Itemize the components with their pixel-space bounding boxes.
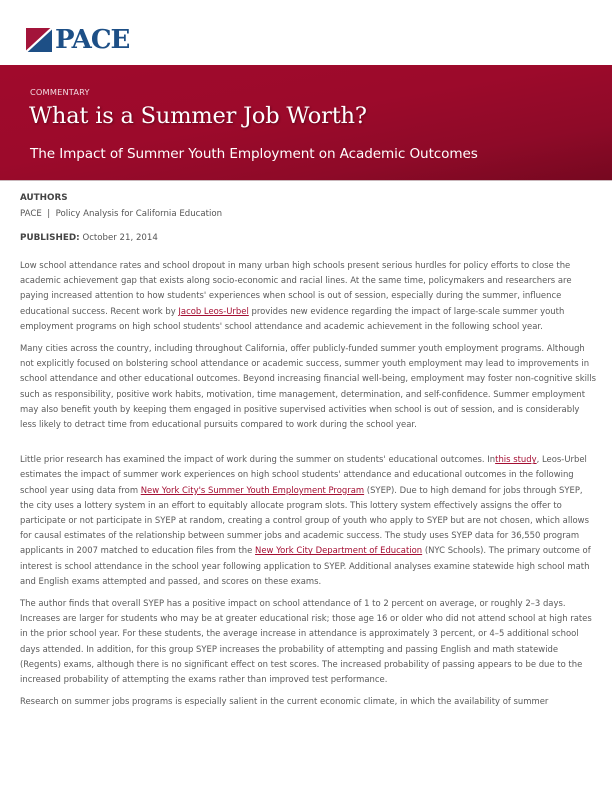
syep-link[interactable]: New York City's Summer Youth Employment Program xyxy=(140,484,365,495)
header-banner xyxy=(0,65,612,181)
page-subtitle: The Impact of Summer Youth Employment on Academic Outcomes xyxy=(30,146,478,162)
page-title: What is a Summer Job Worth? xyxy=(29,103,367,129)
authors-label: AUTHORS xyxy=(20,193,68,203)
author-org: PACE xyxy=(20,209,42,219)
paragraph-4: The author finds that overall SYEP has a positive impact on school attendance of 1 to 2 percent on average, or roughly 2–3 days. Increases are larger for students who may be at greater educational risk; those age 16 or older who did not attend school at high rates in the prior school year. For these students, the average increase in attendance is approximately 3 percent, or 4–5 additional school days attended. In addition, for this group SYEP increases the probability of attempting and passing English and math statewide (Regents) exams, although there is no significant effect on test scores. The increased probability of passing appears to be due to the increased probability of attempting the exams rather than improved test performance. xyxy=(20,598,592,685)
pace-logo-mark-icon xyxy=(26,28,52,52)
paragraph-text: Little prior research has examined the impact of work during the summer on students' educational outcomes. In xyxy=(20,454,496,465)
paragraph-text: , Leos-Urbel estimates the impact of summer work experiences on high school students' attendance and educational outcomes in the following school year using data from xyxy=(20,454,587,495)
author-link[interactable]: Jacob Leos-Urbel xyxy=(178,305,249,316)
published-label: PUBLISHED: xyxy=(20,233,80,243)
paragraph-text: (NYC Schools). The primary outcome of interest is school attendance in the school year following application to SYEP. Additional analyses examine statewide high school math and English exams attempted and passed, and scores on these exams. xyxy=(20,545,591,586)
paragraph-text: provides new evidence regarding the impact of large-scale summer youth employment programs on high school students' school attendance and academic achievement in the following school year. xyxy=(20,305,565,331)
study-link[interactable]: this study xyxy=(495,454,537,465)
author-separator: | xyxy=(47,209,51,219)
published-date: October 21, 2014 xyxy=(82,233,158,243)
paragraph-text: (SYEP). Due to high demand for jobs through SYEP, the city uses a lottery system in an effort to equitably allocate program slots. This lottery system effectively assigns the offer to participate or not participate in SYEP at random, creating a control group of youth who apply to SYEP but are not chosen, which allows for causal estimates of the relationship between summer jobs and academic success. The study uses SYEP data for 36,550 program applicants in 2007 matched to education files from the xyxy=(20,484,589,556)
paragraph-text: Low school attendance rates and school dropout in many urban high schools present serious hurdles for policy efforts to close the academic achievement gap that exists along socio-economic and racial lines. At the same time, policymakers and researchers are paying increased attention to how students' experiences when school is out of session, especially during the summer, influence educational success. Recent work by xyxy=(20,260,572,316)
paragraph-1 xyxy=(20,258,598,334)
category-label: COMMENTARY xyxy=(30,87,90,97)
paragraph-2: Many cities across the country, including throughout California, offer publicly-funded summer youth employment programs. Although not explicitly focused on bolstering school attendance or academic success, summer youth employment may lead to improvements in school attendance and other educational outcomes. Beyond increasing financial well-being, employment may foster non-cognitive skills such as responsibility, positive work habits, motivation, time management, determination, and self-confidence. Summer employment may also benefit youth by keeping them engaged in positive supervised activities when school is out of session, and is considerably less likely to detract time from educational pursuits compared to work during the school year. xyxy=(20,343,597,430)
published-line xyxy=(20,233,222,243)
authors-line xyxy=(20,209,222,219)
pace-logo xyxy=(26,27,129,53)
logo-text: PACE xyxy=(55,25,130,55)
author-org-full: Policy Analysis for California Education xyxy=(55,209,223,219)
nyc-doe-link[interactable]: New York City Department of Education xyxy=(255,545,423,556)
article-body xyxy=(20,258,598,716)
article-meta xyxy=(20,193,222,243)
paragraph-3 xyxy=(20,452,598,589)
paragraph-5: Research on summer jobs programs is especially salient in the current economic climate, in which the availability of summer xyxy=(20,696,549,707)
